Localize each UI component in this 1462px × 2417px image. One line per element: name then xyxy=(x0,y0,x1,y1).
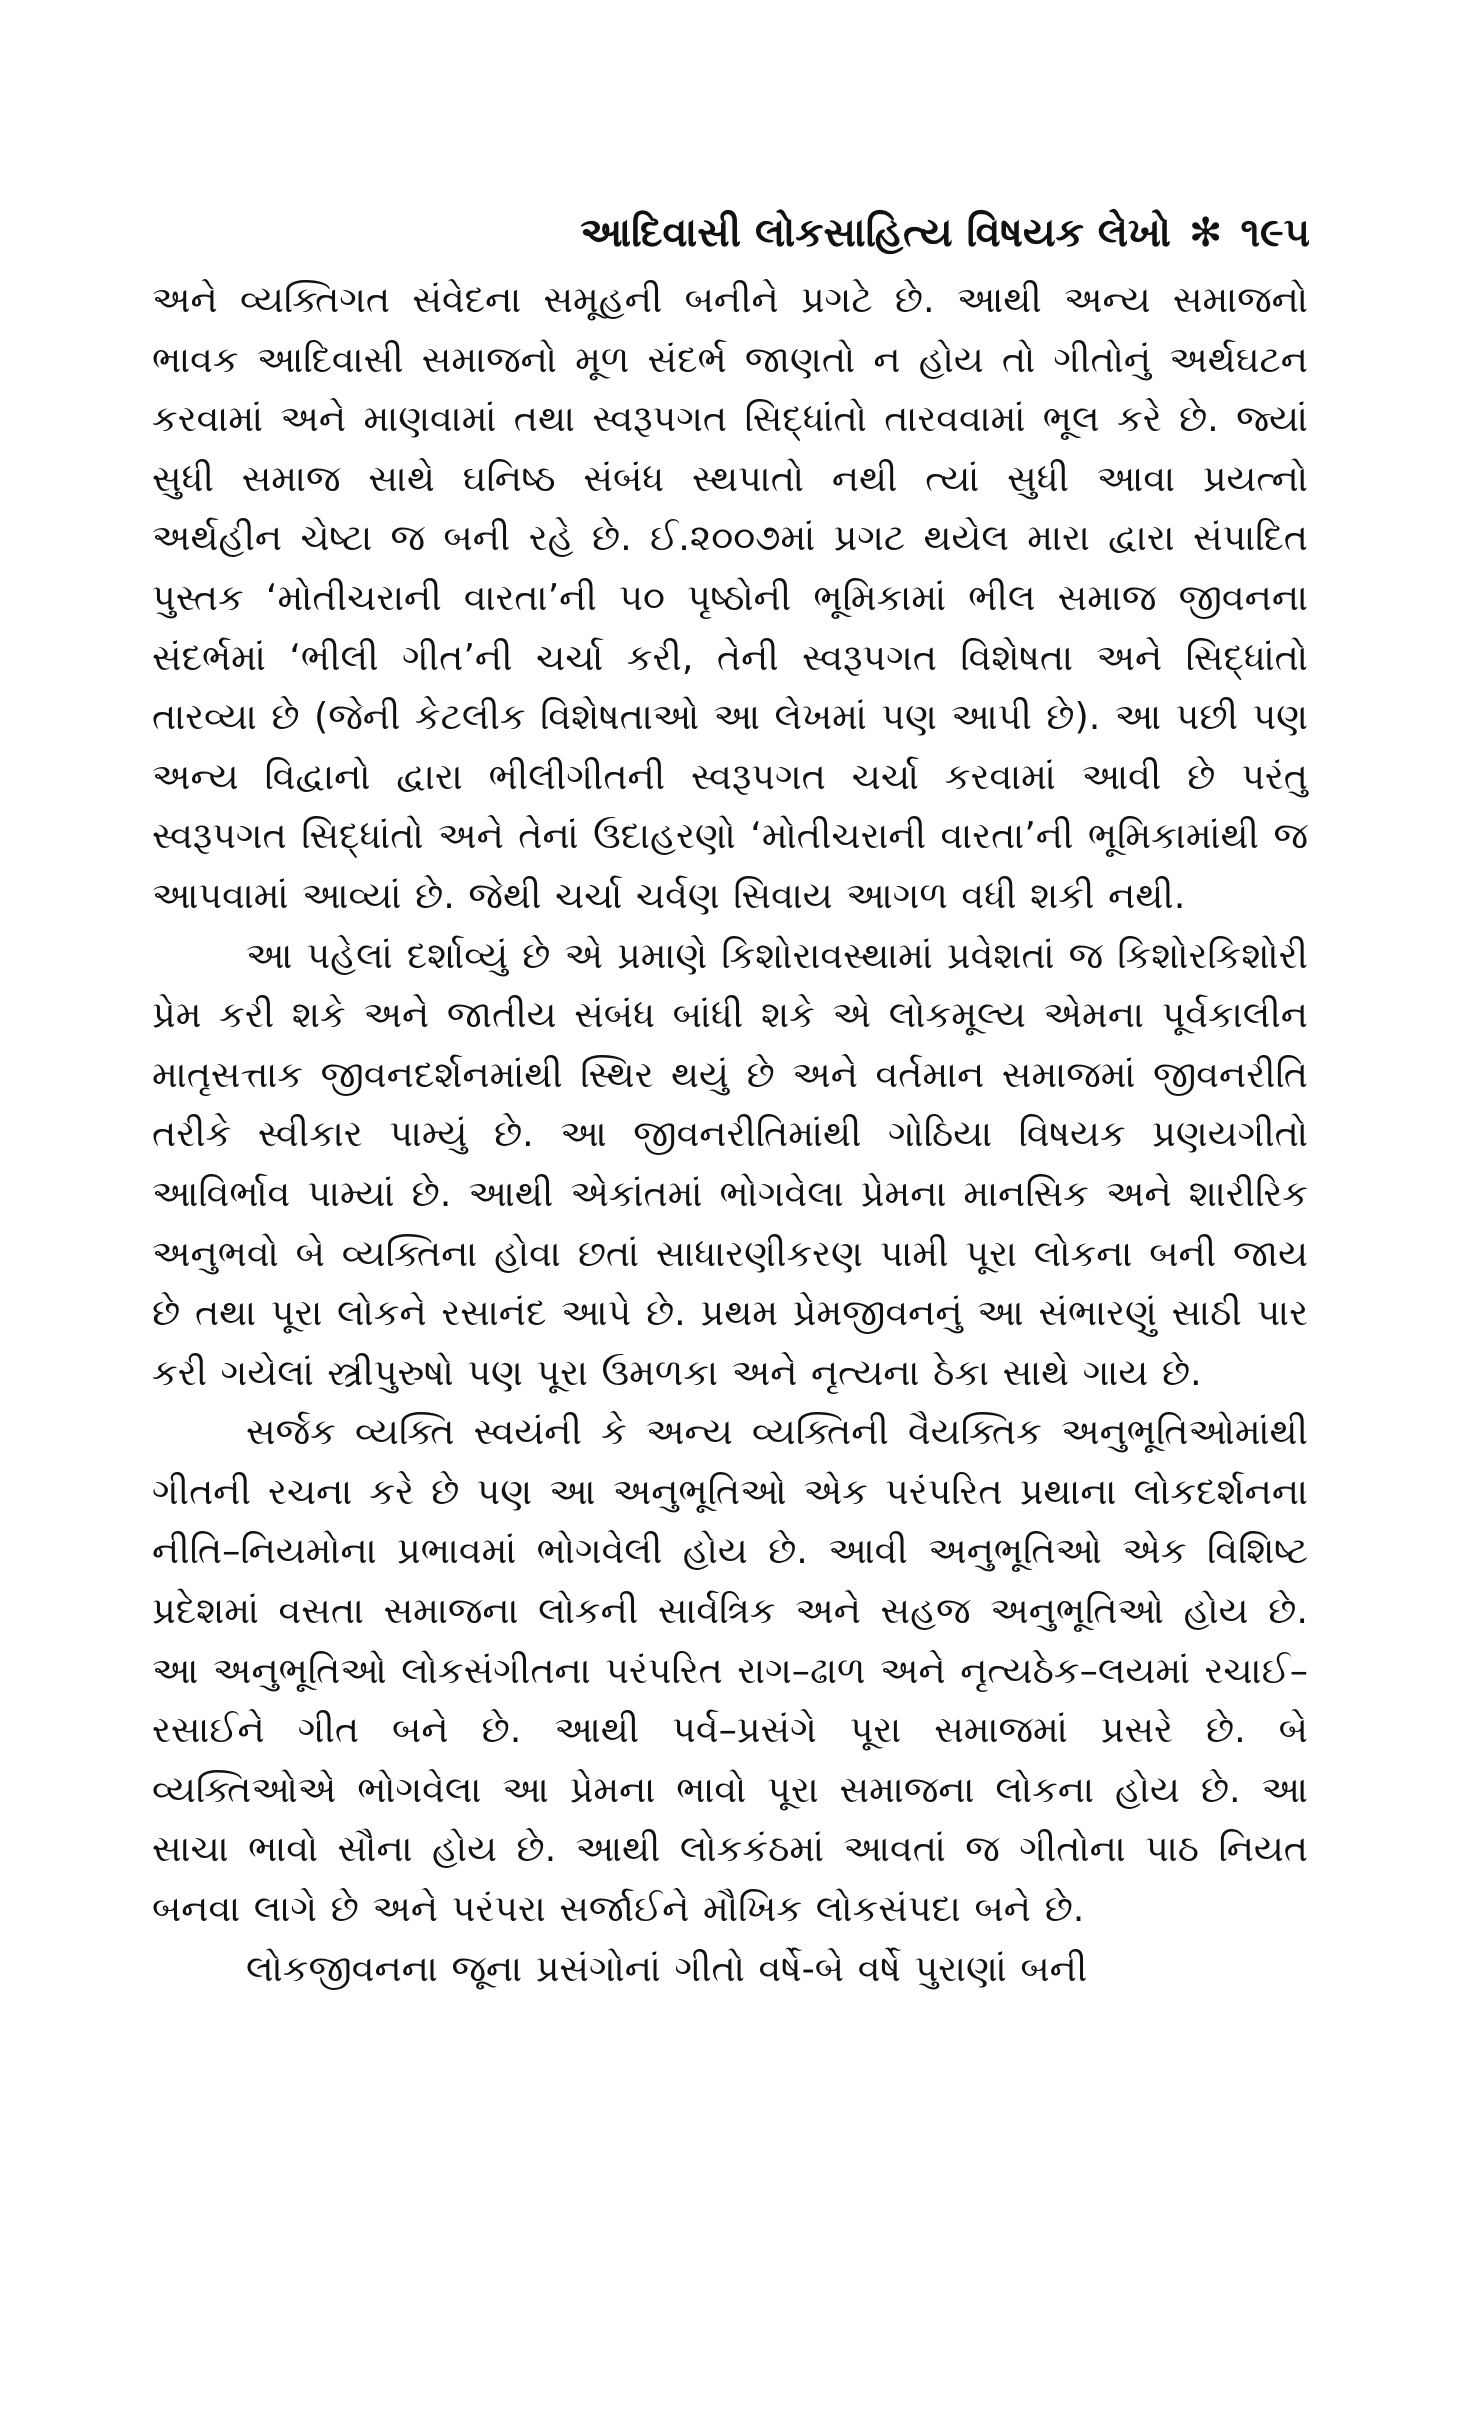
paragraph-4: લોકજીવનના જૂના પ્રસંગોનાં ગીતો વર્ષે-બે વર્ષે પુરાણાં બની xyxy=(246,1946,1088,1990)
paragraph-continuation: અને વ્યક્તિગત સંવેદના સમૂહની બનીને પ્રગટે છે. આથી અન્ય સમાજનો ભાવક આદિવાસી સમાજનો મૂળ સંદર્ભ જાણતો ન હોય તો ગીતોનું અર્થઘટન કરવામાં અને માણવામાં તથા સ્વરૂપગત સિદ્ધાંતો તારવવામાં ભૂલ કરે છે. જ્યાં સુધી સમાજ સાથે ઘનિષ્ઠ સંબંધ સ્થપાતો નથી ત્યાં સુધી આવા પ્રયત્નો અર્થહીન ચેષ્ટા જ બની રહે છે. ઈ.૨૦૦૭માં પ્રગટ થયેલ મારા દ્વારા સંપાદિત પુસ્તક ‘મોતીચરાની વારતા’ની ૫૦ પૃષ્ઠોની ભૂમિકામાં ભીલ સમાજ જીવનના સંદર્ભમાં ‘ભીલી ગીત’ની ચર્ચા કરી, તેની સ્વરૂપગત વિશેષતા અને સિદ્ધાંતો તારવ્યા છે (જેની કેટલીક વિશેષતાઓ આ લેખમાં પણ આપી છે). આ પછી પણ અન્ય વિદ્વાનો દ્વારા ભીલીગીતની સ્વરૂપગત ચર્ચા કરવામાં આવી છે પરંતુ સ્વરૂપગત સિદ્ધાંતો અને તેનાં ઉદાહરણો ‘મોતીચરાની વારતા’ની ભૂમિકામાંથી જ આપવામાં આવ્યાં છે. જેથી ચર્ચા ચર્વણ સિવાય આગળ વધી શકી નથી. xyxy=(152,278,1308,917)
running-head xyxy=(150,205,1310,261)
running-head-title: આદિવાસી લોકસાહિત્ય વિષયક લેખો xyxy=(580,210,1171,256)
asterisk-separator-icon: ✻ xyxy=(1188,210,1223,256)
body-text xyxy=(152,270,1308,1998)
page-number: ૧૯૫ xyxy=(1240,210,1310,256)
paragraph-2: આ પહેલાં દર્શાવ્યું છે એ પ્રમાણે કિશોરાવસ્થામાં પ્રવેશતાં જ કિશોરકિશોરી પ્રેમ કરી શકે અને જાતીય સંબંધ બાંધી શકે એ લોકમૂલ્ય એમના પૂર્વકાલીન માતૃસત્તાક જીવનદર્શનમાંથી સ્થિર થયું છે અને વર્તમાન સમાજમાં જીવનરીતિ તરીકે સ્વીકાર પામ્યું છે. આ જીવનરીતિમાંથી ગોઠિયા વિષયક પ્રણયગીતો આવિર્ભાવ પામ્યાં છે. આથી એકાંતમાં ભોગવેલા પ્રેમના માનસિક અને શારીરિક અનુભવો બે વ્યક્તિના હોવા છતાં સાધારણીકરણ પામી પૂરા લોકના બની જાય છે તથા પૂરા લોકને રસાનંદ આપે છે. પ્રથમ પ્રેમજીવનનું આ સંભારણું સાઠી પાર કરી ગયેલાં સ્ત્રીપુરુષો પણ પૂરા ઉમળકા અને નૃત્યના ઠેકા સાથે ગાય છે. xyxy=(152,933,1308,1394)
paragraph-3: સર્જક વ્યક્તિ સ્વયંની કે અન્ય વ્યક્તિની વૈયક્તિક અનુભૂતિઓમાંથી ગીતની રચના કરે છે પણ આ અનુભૂતિઓ એક પરંપરિત પ્રથાના લોકદર્શનના નીતિ–નિયમોના પ્રભાવમાં ભોગવેલી હોય છે. આવી અનુભૂતિઓ એક વિશિષ્ટ પ્રદેશમાં વસતા સમાજના લોકની સાર્વત્રિક અને સહજ અનુભૂતિઓ હોય છે. આ અનુભૂતિઓ લોકસંગીતના પરંપરિત રાગ–ઢાળ અને નૃત્યઠેક–લયમાં રચાઈ–રસાઈને ગીત બને છે. આથી પર્વ–પ્રસંગે પૂરા સમાજમાં પ્રસરે છે. બે વ્યક્તિઓએ ભોગવેલા આ પ્રેમના ભાવો પૂરા સમાજના લોકના હોય છે. આ સાચા ભાવો સૌના હોય છે. આથી લોકકંઠમાં આવતાં જ ગીતોના પાઠ નિયત બનવા લાગે છે અને પરંપરા સર્જાઈને મૌખિક લોકસંપદા બને છે. xyxy=(152,1410,1308,1931)
